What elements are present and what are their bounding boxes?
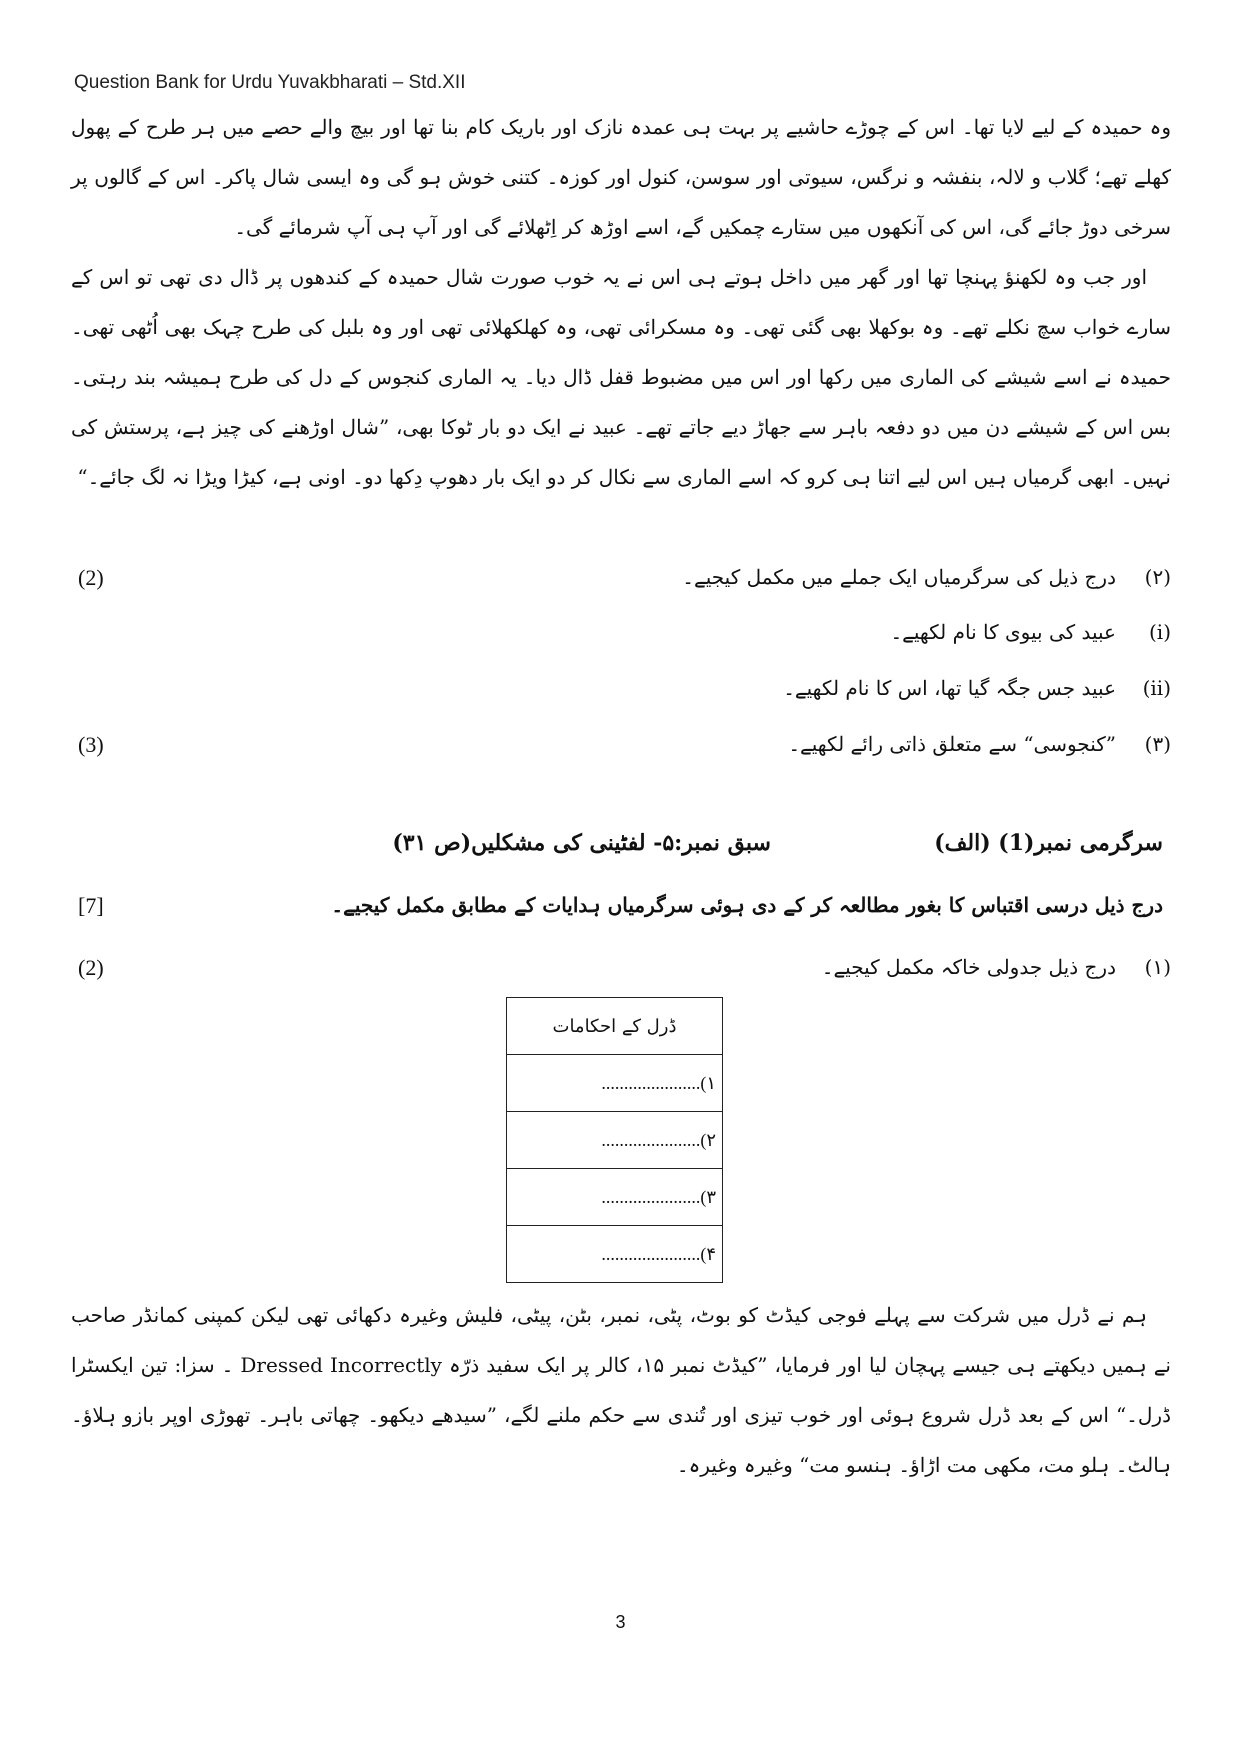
lesson-title: سبق نمبر:۵- لفٹینی کی مشکلیں(ص ۳۱)	[392, 830, 771, 856]
table-header: ڈرل کے احکامات	[507, 998, 723, 1055]
passage-1	[71, 102, 1171, 502]
page-header: Question Bank for Urdu Yuvakbharati – Std.XII	[74, 72, 466, 93]
activity-instruction	[70, 893, 1171, 933]
marks: (2)	[78, 565, 104, 590]
drill-commands-table	[506, 997, 723, 1283]
question-1	[70, 955, 1171, 995]
question-text: عبید کی بیوی کا نام لکھیے۔	[890, 620, 1116, 644]
question-number: (۱)	[1144, 955, 1171, 979]
question-2	[70, 565, 1171, 605]
passage-1-para-1: وہ حمیدہ کے لیے لایا تھا۔ اس کے چوڑے حاشیے پر بہت ہی عمدہ نازک اور باریک کام بنا تھا اور بیچ والے حصے میں ہر طرح کے پھول کھلے تھے؛ گلاب و لالہ، بنفشہ و نرگس، سیوتی اور سوسن، کنول اور کوزہ۔ کتنی خوش ہو گی وہ ایسی شال پاکر۔ اس کے گالوں پر سرخی دوڑ جائے گی، اس کی آنکھوں میں ستارے چمکیں گے، اسے اوڑھ کر اِٹھلائے گی اور آپ ہی آپ شرمائے گی۔	[71, 115, 1171, 239]
question-3	[70, 732, 1171, 772]
table-row: ......................(۴	[507, 1226, 723, 1283]
passage-2-text: ہم نے ڈرل میں شرکت سے پہلے فوجی کیڈٹ کو بوٹ، پٹی، نمبر، بٹن، پیٹی، فلیش وغیرہ دکھائی تھی لیکن کمپنی کمانڈر صاحب نے ہمیں دیکھتے ہی جیسے پہچان لیا اور فرمایا، ”کیڈٹ نمبر ۱۵، کالر پر ایک سفید ذرّہ Dressed Incorrectly ۔ سزا: تین ایکسٹرا ڈرل۔“ اس کے بعد ڈرل شروع ہوئی اور خوب تیزی اور تُندی سے حکم ملنے لگے، ”سیدھے دیکھو۔ چھاتی باہر۔ تھوڑی اوپر بازو ہلاؤ۔ ہالٹ۔ ہلو مت، مکھی مت اڑاؤ۔ ہنسو مت“ وغیرہ وغیرہ۔	[71, 1303, 1171, 1477]
marks: (3)	[78, 732, 104, 757]
marks: [7]	[78, 893, 104, 918]
marks: (2)	[78, 955, 104, 980]
question-number: (۲)	[1144, 565, 1171, 589]
question-2-i	[70, 620, 1171, 660]
question-text: درج ذیل کی سرگرمیاں ایک جملے میں مکمل کیجیے۔	[682, 565, 1116, 589]
table-row: ......................(۲	[507, 1112, 723, 1169]
passage-2	[71, 1290, 1171, 1490]
activity-label: سرگرمی نمبر(1) (الف)	[934, 830, 1163, 856]
question-text: ”کنجوسی“ سے متعلق ذاتی رائے لکھیے۔	[788, 732, 1116, 756]
question-number: (i)	[1148, 620, 1171, 644]
page-number: 3	[615, 1612, 626, 1632]
instruction-text: درج ذیل درسی اقتباس کا بغور مطالعہ کر کے دی ہوئی سرگرمیاں ہدایات کے مطابق مکمل کیجیے۔	[331, 893, 1163, 917]
table-row: ......................(۱	[507, 1055, 723, 1112]
question-number: (ii)	[1142, 676, 1171, 700]
question-text: عبید جس جگہ گیا تھا، اس کا نام لکھیے۔	[783, 676, 1116, 700]
question-text: درج ذیل جدولی خاکہ مکمل کیجیے۔	[821, 955, 1116, 979]
passage-1-para-2: اور جب وہ لکھنؤ پہنچا تھا اور گھر میں داخل ہوتے ہی اس نے یہ خوب صورت شال حمیدہ کے کندھوں پر ڈال دی تھی تو اس کے سارے خواب سچ نکلے تھے۔ وہ بوکھلا بھی گئی تھی۔ وہ مسکرائی تھی، وہ کھلکھلائی تھی اور وہ بلبل کی طرح چہک بھی اُٹھی تھی۔ حمیدہ نے اسے شیشے کی الماری میں رکھا اور اس میں مضبوط قفل ڈال دیا۔ یہ الماری کنجوس کے دل کی طرح ہمیشہ بند رہتی۔ بس اس کے شیشے دن میں دو دفعہ باہر سے جھاڑ دیے جاتے تھے۔ عبید نے ایک دو بار ٹوکا بھی، ”شال اوڑھنے کی چیز ہے، پرستش کی نہیں۔ ابھی گرمیاں ہیں اس لیے اتنا ہی کرو کہ اسے الماری سے نکال کر دو ایک بار دھوپ دِکھا دو۔ اونی ہے، کیڑا ویڑا نہ لگ جائے۔“	[71, 265, 1172, 489]
table-row: ......................(۳	[507, 1169, 723, 1226]
question-number: (۳)	[1144, 732, 1171, 756]
question-2-ii	[70, 676, 1171, 716]
